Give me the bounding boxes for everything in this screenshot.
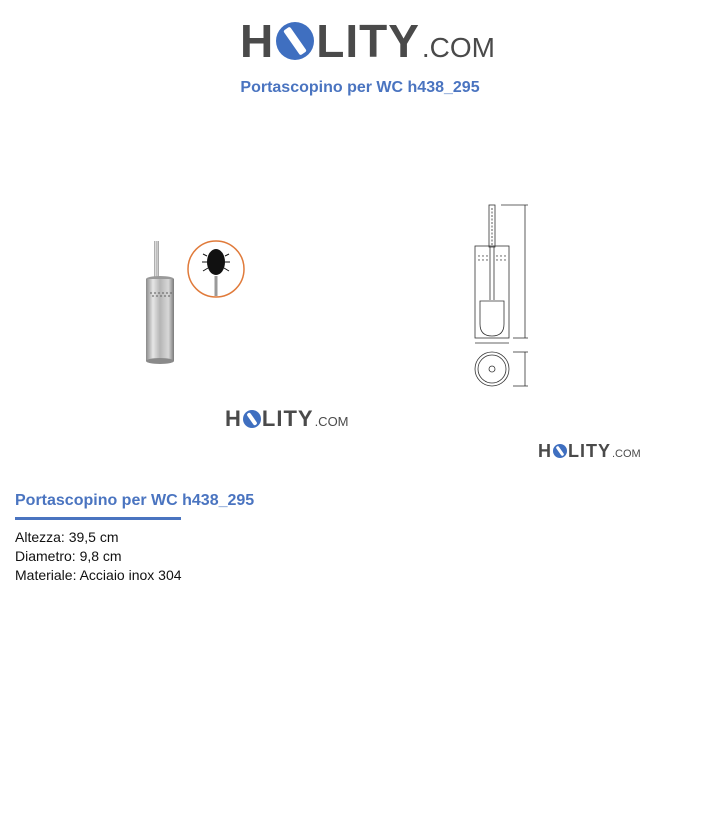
logo-h: H <box>240 15 275 67</box>
logo-o-mark-icon <box>553 444 567 458</box>
logo-suffix: .COM <box>421 32 496 63</box>
spec-material: Materiale: Acciaio inox 304 <box>15 567 182 583</box>
drawing-watermark <box>538 441 641 462</box>
logo-suffix: .COM <box>314 414 349 429</box>
brand-logo[interactable] <box>240 14 495 68</box>
section-title: Portascopino per WC h438_295 <box>15 492 255 509</box>
logo-h: H <box>538 441 552 461</box>
logo-rest: LITY <box>316 15 420 67</box>
logo-rest: LITY <box>261 406 314 431</box>
spec-diameter: Diametro: 9,8 cm <box>15 548 122 564</box>
logo-h: H <box>225 406 242 431</box>
product-photo <box>138 238 250 368</box>
section-underline <box>15 517 181 520</box>
page-title: Portascopino per WC h438_295 <box>240 79 480 96</box>
spec-height: Altezza: 39,5 cm <box>15 529 119 545</box>
logo-suffix: .COM <box>612 448 641 460</box>
logo-rest: LITY <box>568 441 611 461</box>
product-photo-watermark <box>225 406 349 432</box>
technical-drawing <box>468 200 533 392</box>
logo-o-mark-icon <box>243 410 261 428</box>
spec-list <box>15 528 182 585</box>
logo-o-mark-icon <box>276 22 314 60</box>
